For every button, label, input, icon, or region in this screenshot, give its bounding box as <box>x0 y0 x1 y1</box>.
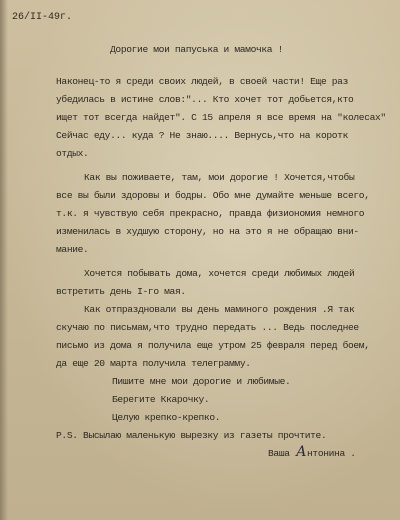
body-line: изменилась в худшую сторону, но на это я не обращаю вни- <box>56 226 359 237</box>
closing-line: Пишите мне мои дорогие и любимые. <box>112 376 291 387</box>
signature-handwritten-initial: А <box>296 444 307 460</box>
body-line: т.к. я чувствую себя прекрасно, правда физиономия немного <box>56 208 365 219</box>
body-line: скучаю по письмам,что трудно передать ... Ведь последнее <box>56 322 359 333</box>
body-line: да еще 20 марта получила телеграмму. <box>56 358 251 369</box>
closing-line: Целую крепко-крепко. <box>112 412 221 423</box>
letter-greeting: Дорогие мои папуська и мамочка ! <box>110 44 284 55</box>
body-line: Как вы поживаете, там, мои дорогие ! Хочется,чтобы <box>84 172 355 183</box>
body-line: встретить день I-го мая. <box>56 286 186 297</box>
body-line: ищет тот всегда найдет". С 15 апреля я все время на "колесах" <box>56 112 386 123</box>
body-line: Как отпраздновали вы день маминого рождения .Я так <box>84 304 355 315</box>
body-line: письмо из дома я получила еще утром 25 февраля перед боем, <box>56 340 370 351</box>
body-line: Наконец-то я среди своих людей, в своей части! Еще раз <box>56 76 348 87</box>
postscript-line: Р.S. Высылаю маленькую вырезку из газеты прочтите. <box>56 430 327 441</box>
letter-date: 26/II-49г. <box>12 12 73 23</box>
body-line: все вы были здоровы и бодры. Обо мне думайте меньше всего, <box>56 190 370 201</box>
closing-line: Берегите Ккарочку. <box>112 394 210 405</box>
signature-prefix: Ваша <box>268 448 290 459</box>
body-line: мание. <box>56 244 89 255</box>
body-line: отдых. <box>56 148 89 159</box>
signature-name: нтонина . <box>307 448 356 459</box>
body-line: Сейчас еду... куда ? Не знаю.... Вернусь,что на коротк <box>56 130 348 141</box>
body-line: Хочется побывать дома, хочется среди любимых людей <box>84 268 355 279</box>
page-edge-shadow <box>0 0 8 520</box>
body-line: убедилась в истине слов:"... Кто хочет тот добьется,кто <box>56 94 354 105</box>
